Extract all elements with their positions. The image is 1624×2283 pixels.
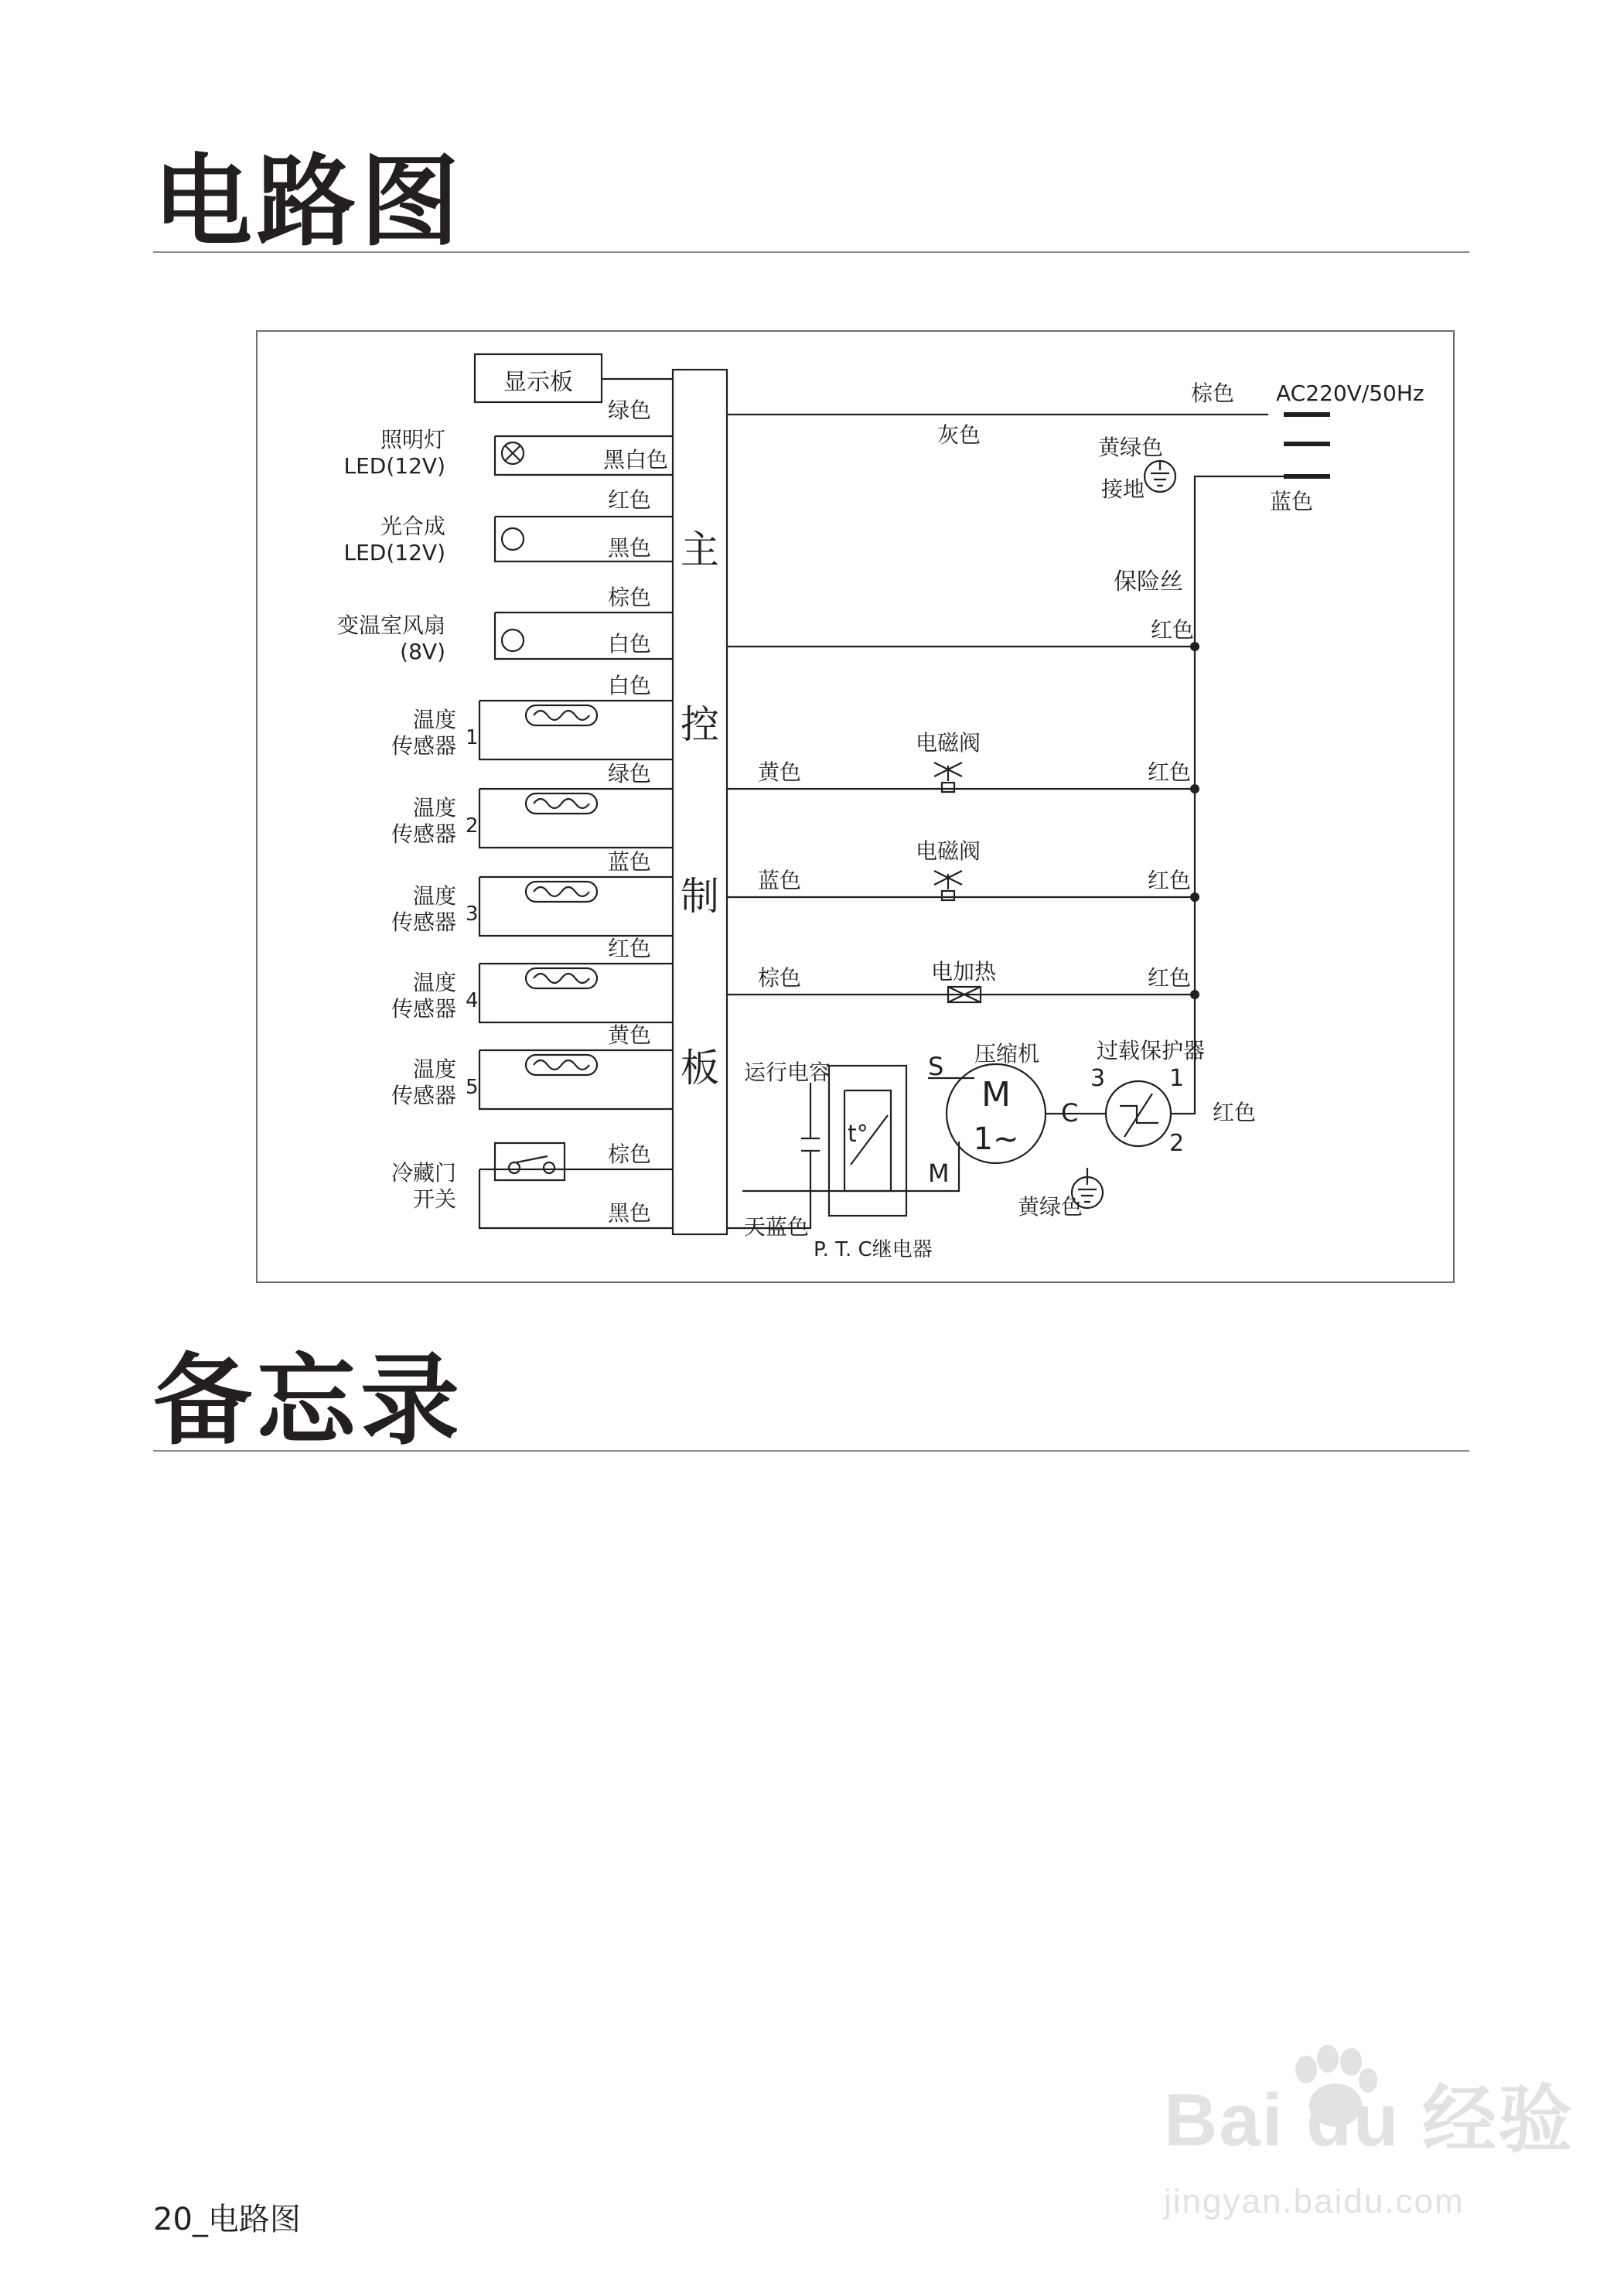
svg-text:1: 1 — [1169, 1065, 1185, 1092]
svg-text:2: 2 — [1169, 1130, 1185, 1157]
svg-text:C: C — [1061, 1098, 1079, 1128]
svg-text:棕色: 棕色 — [758, 965, 802, 991]
svg-text:棕色: 棕色 — [1191, 380, 1235, 406]
svg-text:1~: 1~ — [973, 1121, 1019, 1157]
svg-text:黑色: 黑色 — [607, 1200, 651, 1226]
memo-rule — [153, 1450, 1469, 1452]
svg-text:5: 5 — [466, 1076, 479, 1099]
svg-text:红色: 红色 — [1151, 617, 1195, 643]
svg-text:红色: 红色 — [1148, 759, 1192, 785]
svg-text:绿色: 绿色 — [607, 398, 651, 423]
svg-text:温度: 温度 — [412, 1056, 456, 1082]
memo-title: 备忘录 — [153, 1343, 465, 1459]
svg-text:棕色: 棕色 — [607, 1142, 651, 1167]
main-control-board — [673, 370, 727, 1234]
display-board-label: 显示板 — [503, 369, 573, 396]
svg-text:3: 3 — [1090, 1065, 1106, 1092]
svg-text:传感器: 传感器 — [391, 733, 456, 759]
svg-text:过载保护器: 过载保护器 — [1097, 1038, 1206, 1063]
svg-text:天蓝色: 天蓝色 — [744, 1214, 810, 1240]
svg-text:红色: 红色 — [607, 936, 651, 961]
svg-text:红色: 红色 — [607, 487, 651, 513]
photo-spec: LED(12V) — [343, 540, 445, 565]
svg-text:黄色: 黄色 — [607, 1022, 651, 1048]
page-footer: 20_电路图 — [153, 2202, 301, 2237]
svg-text:温度: 温度 — [412, 795, 456, 821]
door-switch-box — [495, 1143, 565, 1180]
svg-text:冷藏门: 冷藏门 — [391, 1160, 456, 1186]
svg-text:运行电容: 运行电容 — [744, 1060, 831, 1085]
svg-text:4: 4 — [466, 989, 479, 1012]
svg-text:M: M — [928, 1159, 950, 1188]
svg-text:温度: 温度 — [412, 970, 456, 995]
board-char-zhu: 主 — [681, 527, 719, 572]
svg-text:黑白色: 黑白色 — [602, 447, 668, 473]
board-char-kong: 控 — [681, 702, 719, 747]
fan-name: 变温室风扇 — [336, 613, 445, 638]
svg-text:2: 2 — [466, 814, 479, 838]
board-char-zhi: 制 — [681, 874, 719, 919]
svg-text:红色: 红色 — [1213, 1100, 1257, 1125]
svg-text:3: 3 — [466, 903, 479, 926]
svg-text:压缩机: 压缩机 — [974, 1041, 1040, 1066]
svg-text:蓝色: 蓝色 — [1270, 489, 1314, 514]
svg-text:传感器: 传感器 — [391, 909, 456, 935]
fan-spec: (8V) — [400, 639, 445, 664]
watermark-brand: Bai du 经验 — [1164, 2079, 1575, 2162]
svg-text:黄绿色: 黄绿色 — [1018, 1194, 1083, 1220]
svg-text:M: M — [981, 1075, 1011, 1114]
svg-text:t°: t° — [848, 1121, 868, 1148]
svg-text:P. T. C继电器: P. T. C继电器 — [814, 1238, 933, 1261]
svg-text:白色: 白色 — [607, 673, 651, 698]
svg-text:蓝色: 蓝色 — [758, 868, 802, 893]
svg-text:蓝色: 蓝色 — [607, 849, 651, 875]
watermark-url: jingyan.baidu.com — [1164, 2182, 1465, 2220]
page-title: 电路图 — [153, 145, 465, 260]
svg-text:传感器: 传感器 — [391, 1083, 456, 1108]
svg-text:红色: 红色 — [1148, 868, 1192, 893]
svg-text:白色: 白色 — [607, 631, 651, 657]
svg-text:传感器: 传感器 — [391, 821, 456, 847]
power-label: AC220V/50Hz — [1276, 380, 1424, 406]
svg-text:红色: 红色 — [1148, 965, 1192, 991]
svg-text:1: 1 — [466, 726, 479, 749]
lamp-spec: LED(12V) — [343, 453, 445, 479]
svg-text:黄绿色: 黄绿色 — [1098, 435, 1164, 460]
svg-text:温度: 温度 — [412, 883, 456, 909]
svg-text:传感器: 传感器 — [391, 996, 456, 1022]
svg-text:温度: 温度 — [412, 707, 456, 732]
svg-text:电加热: 电加热 — [930, 959, 997, 985]
lamp-name: 照明灯 — [380, 427, 445, 452]
svg-text:电磁阀: 电磁阀 — [915, 730, 981, 756]
svg-text:黑色: 黑色 — [607, 535, 651, 561]
svg-text:接地: 接地 — [1101, 476, 1145, 502]
svg-text:S: S — [928, 1052, 944, 1081]
svg-text:开关: 开关 — [412, 1186, 456, 1212]
svg-text:电磁阀: 电磁阀 — [915, 838, 981, 864]
svg-text:绿色: 绿色 — [607, 761, 651, 787]
svg-text:灰色: 灰色 — [937, 422, 981, 448]
svg-text:棕色: 棕色 — [607, 585, 651, 610]
photo-name: 光合成 — [380, 514, 445, 539]
board-char-ban: 板 — [681, 1046, 719, 1090]
svg-text:黄色: 黄色 — [758, 759, 802, 785]
fuse-label: 保险丝 — [1114, 568, 1183, 595]
